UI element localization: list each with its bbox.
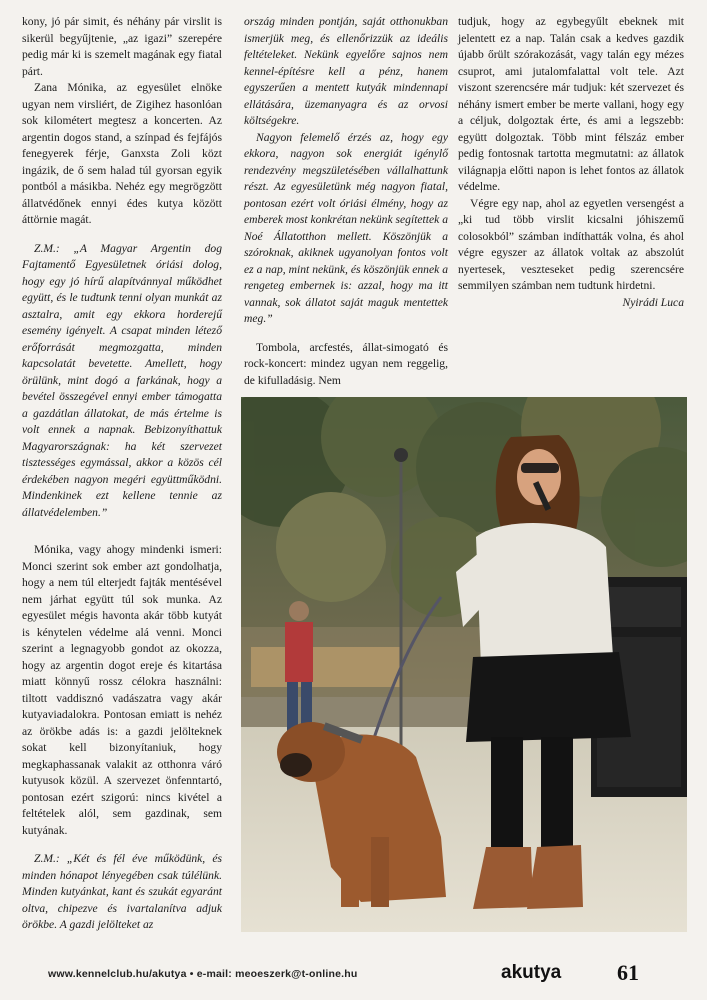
paragraph: Végre egy nap, ahol az egyetlen versengést a „ki tud több virslit kicsalni jóhiszemű colosokból” számban indíthatták volna, és ahol végre egyszer az állatok voltak az abszolút nyertesek, veszteseket pedig szerencsére semmilyen számban nem tudtunk hirdetni. — [458, 196, 684, 292]
paragraph: kony, jó pár simit, és néhány pár virslit is sikerül begyűjtenie, „az igazi” szerepére pedig már ki is szemelt magának egy fiatal párt. — [22, 15, 222, 78]
page-footer — [0, 962, 707, 992]
article-column-2 — [244, 14, 448, 389]
article-column-1-lower — [22, 542, 222, 934]
interview-quote: Z.M.: „A Magyar Argentin dog Fajtamentő Egyesületnek óriási dolog, hogy egy jó hírű alapítvánnyal működhet együtt, és le tudtunk tenni olyan munkát az asztalra, amit egy ekkora horderejű esemény igényelt. A csapat minden létező erőforrását megmozgatta, minden kapcsolatát bevetette. Amellett, hogy örülünk, mint dogó a farkának, hogy a bevétel összegével ennyi ember támogatta a gazdátlan állatokat, de más értelme is volt ennek a napnak. Bebizonyíthattuk Magyarországnak: ha két szervezet tisztességes egymással, akkor a közös cél érdekében nagyon megéri együttműködni. Mindenkinek ezt kellene tennie az állatvédelemben.” — [22, 241, 222, 519]
interview-quote: Z.M.: „Két és fél éve működünk, és minden hónapot lényegében csak túlélünk. Minden kutyánkat, kant és szukát egyaránt oltva, chipezve és ivartalanítva adjuk örökbe. A gazdi jelölteket az — [22, 852, 222, 931]
paragraph: Mónika, vagy ahogy mindenki ismeri: Monci szerint sok ember azt gondolhatja, hogy a nem túl elterjedt fajták mentésével nem járhat együtt túl sok munka. Az egyesület mégis havonta akár több kutyát is kénytelen védelme alá venni. Monci szerint a legnagyobb gondot az okozza, hogy az argentin dogot ereje és kitartása miatt könnyű rossz célokra használni: tiltott vaddisznó vadászatra vagy akár kutyaviadalokra. Pontosan emiatt is nehéz az örökbe adás is: a gazdi jelölteknek sokat kell bizonyítaniuk, hogy megkaphassanak valakit az otthonra váró kutyusok közül. A szervezet önfenntartó, pontosan ezért szigorú: nincs kivétel a feltételek alól, sem gazdinak, sem kutyának. — [22, 543, 222, 837]
paragraph: tudjuk, hogy az egybegyűlt ebeknek mit jelentett ez a nap. Talán csak a kedves gazdik újabb őrült szórakozását, vagy talán egy mézes csuprot, ami jutalomfalattal volt tele. Azt viszont szerencsére már tudjuk: két szervezet és néhány ismert ember be merte vallani, hogy egy a céljuk, dolgoztak érte, és ami a legszebb: együtt dolgoztak. Több mint félszáz ember pedig fontosnak tartotta megmutatni: az állatok világnapja előtti napon is lehet fontos az állatok védelme. — [458, 15, 684, 193]
page-number: 61 — [617, 960, 639, 985]
interview-quote: ország minden pontján, saját otthonukban ismerjük meg, és ellenőrizzük az ideális feltételeket. Nekünk egyelőre sajnos nem kennel-építésre kell a pénz, hanem egyszerűen a mentett kutyák mindennapi ellátására, üzemanyagra és az orvosi költségekre. — [244, 15, 448, 127]
paragraph: Zana Mónika, az egyesület elnöke ugyan nem virsliért, de Zigihez hasonlóan sok kilométert megtesz a koncerten. Az argentin dogos stand, a színpad és fejfájós fenegyerek férje, Ganxsta Zoli közt ingázik, de ő sem halad túl gyorsan egyik pontból a másikba. Nehéz egy megrögzött állatvédőnek ennyi édes kutya között áttörnie magát. — [22, 81, 222, 226]
article-photo — [241, 397, 687, 932]
paragraph: Tombola, arcfestés, állat-simogató és rock-koncert: mindez ugyan nem reggelig, de kifulladásig. Nem — [244, 340, 448, 387]
interview-quote: Nagyon felemelő érzés az, hogy egy ekkora, nagyon sok energiát igénylő rendezvény megszületésében vállalhattunk részt. Az egyesületünk még nagyon fiatal, pontosan ezért volt óriási élmény, hogy az emberek most konkrétan nekünk segítettek a Noé Állatotthon mellett. Köszönjük a szóroknak, akiknek ugyanolyan fontos volt ez a nap, mint nekünk, és köszönjük ennek a rengeteg embernek is: azzal, hogy ma itt vannak, sok állatot saját maguk mentettek meg.” — [244, 130, 448, 325]
footer-contact-links[interactable]: www.kennelclub.hu/akutya • e-mail: meoeszerk@t-online.hu — [48, 968, 358, 980]
article-column-3 — [458, 14, 684, 311]
magazine-logo: akutya — [501, 962, 562, 983]
author-signature: Nyirádi Luca — [622, 295, 684, 309]
article-column-1 — [22, 14, 222, 521]
